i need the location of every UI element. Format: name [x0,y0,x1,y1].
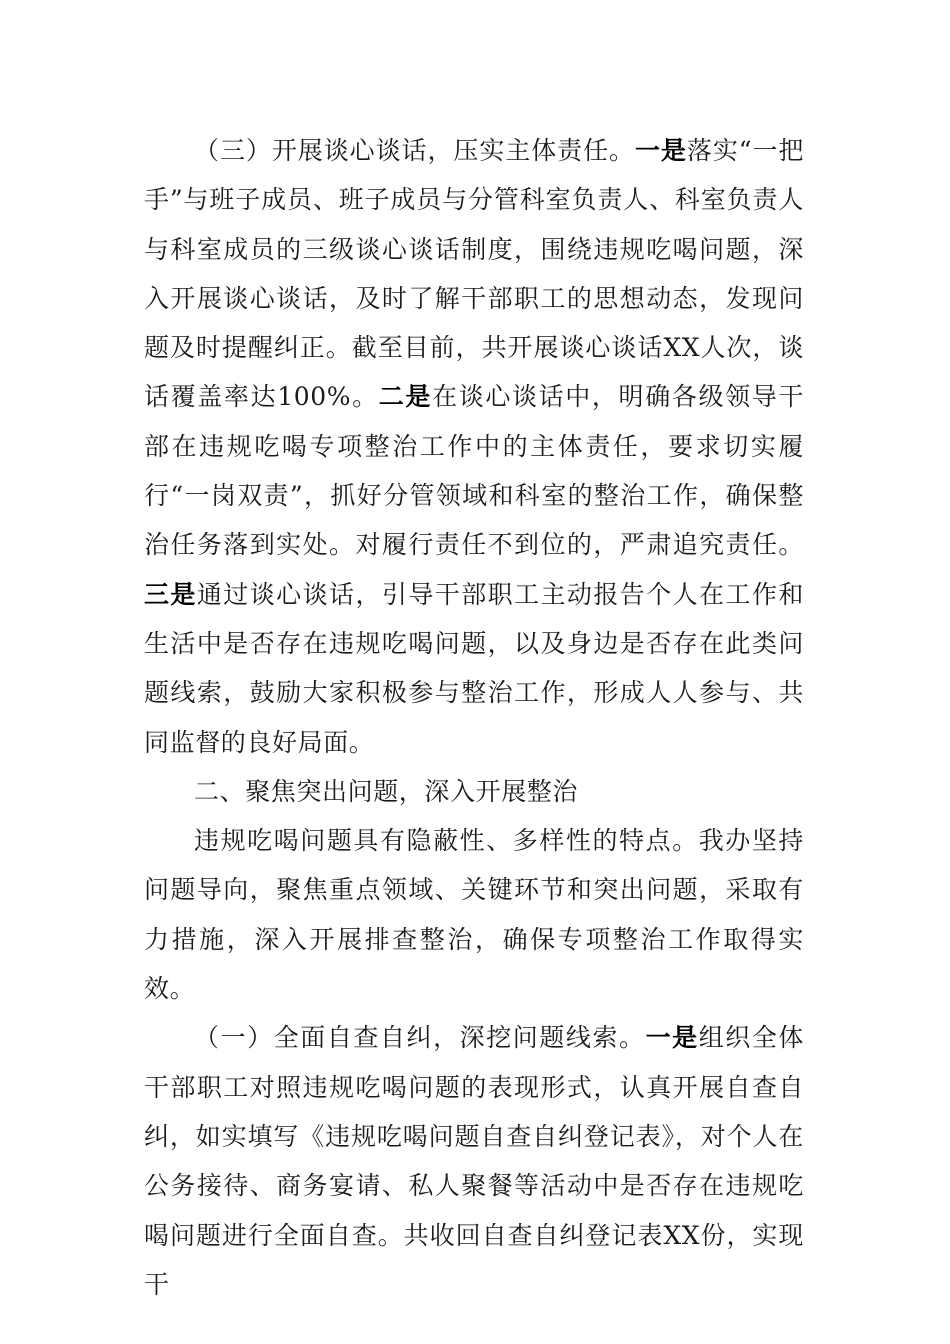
paragraph-talk-heart [144,126,804,767]
paragraph-text: 通过谈心谈话，引导干部职工主动报告个人在工作和生活中是否存在违规吃喝问题，以及身边是否存在此类问题线索，鼓励大家积极参与整治工作，形成人人参与、共同监督的良好局面。 [144,579,804,757]
bold-marker-third: 三是 [144,579,197,609]
paragraph-text: 落实“一把手”与班子成员、班子成员与分管科室负责人、科室负责人与科室成员的三级谈心谈话制度，围绕违规吃喝问题，深入开展谈心谈话，及时了解干部职工的思想动态，发现问题及时提醒纠正。截至目前，共开展谈心谈话XX人次，谈话覆盖率达100%。 [144,136,805,412]
section-heading-2: 二、聚焦突出问题，深入开展整治 [194,776,579,806]
document-body [144,126,804,1309]
subsection-heading-1: （一）全面自查自纠，深挖问题线索。 [194,1023,646,1053]
bold-marker-first: 一是 [645,1023,699,1053]
bold-marker-first: 一是 [634,136,687,165]
bold-marker-second: 二是 [378,382,433,412]
paragraph-text: 组织全体干部职工对照违规吃喝问题的表现形式，认真开展自查自纠，如实填写《违规吃喝问题自查自纠登记表》，对个人在公务接待、商务宴请、私人聚餐等活动中是否存在违规吃喝问题进行全面自查。共收回自查自纠登记表XX份，实现干 [144,1023,805,1299]
paragraph-self-check [144,1013,804,1309]
section-heading-3: （三）开展谈心谈话，压实主体责任。 [194,136,635,165]
paragraph-intro: 违规吃喝问题具有隐蔽性、多样性的特点。我办坚持问题导向，聚焦重点领域、关键环节和突出问题，采取有力措施，深入开展排查整治，确保专项整治工作取得实效。 [144,826,804,1004]
paragraph-text: 在谈心谈话中，明确各级领导干部在违规吃喝专项整治工作中的主体责任，要求切实履行“一岗双责”，抓好分管领域和科室的整治工作，确保整治任务落到实处。对履行责任不到位的，严肃追究责任。 [144,382,804,560]
